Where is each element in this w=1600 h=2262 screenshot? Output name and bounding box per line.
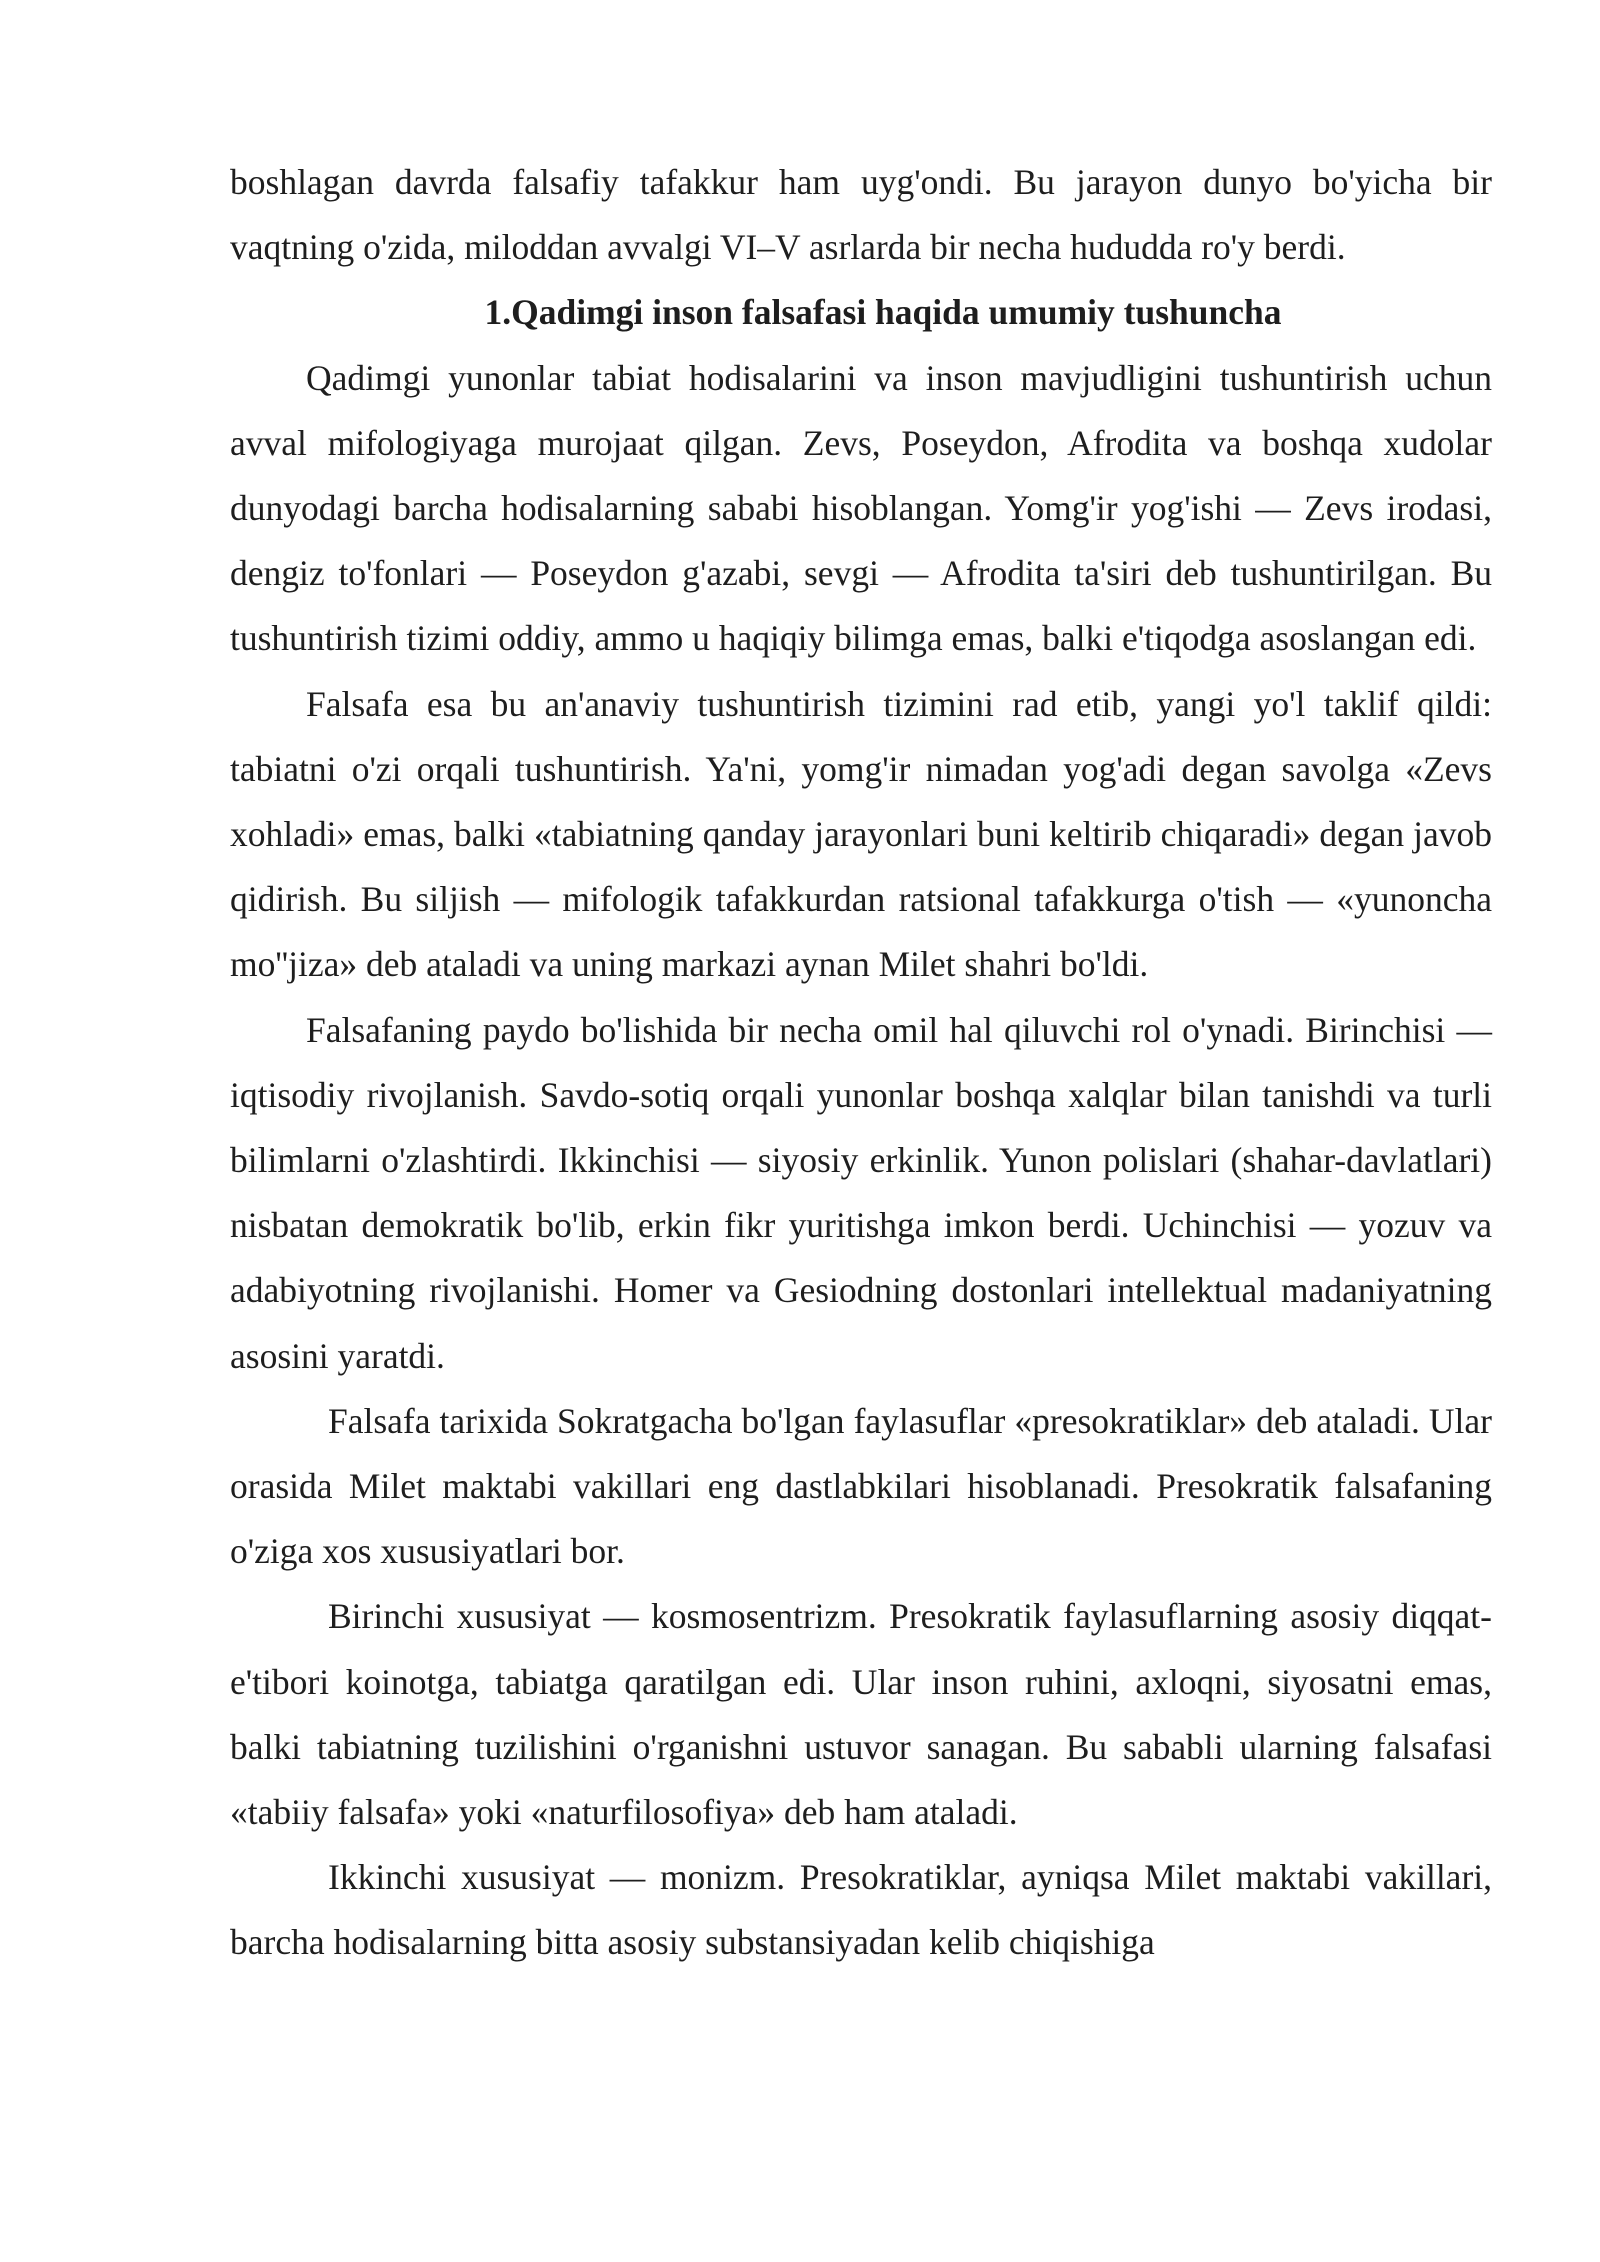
section-heading: 1.Qadimgi inson falsafasi haqida umumiy tushuncha xyxy=(484,292,1282,333)
paragraph-mythology: Qadimgi yunonlar tabiat hodisalarini va inson mavjudligini tushuntirish uchun avval mifologiyaga murojaat qilgan. Zevs, Poseydon, Afrodita va boshqa xudolar dunyodagi barcha hodisalarning sababi hisoblangan. Yomg'ir yog'ishi — Zevs irodasi, dengiz to'fonlari — Poseydon g'azabi, sevgi — Afrodita ta'siri deb tushuntirilgan. Bu tushuntirish tizimi oddiy, ammo u haqiqiy bilimga emas, balki e'tiqodga asoslangan edi. xyxy=(230,357,1492,659)
paragraph-presocratics: Falsafa tarixida Sokratgacha bo'lgan faylasuflar «presokratiklar» deb ataladi. Ular orasida Milet maktabi vakillari eng dastlabkilari hisoblanadi. Presokratik falsafaning o'ziga xos xususiyatlari bor. xyxy=(230,1400,1492,1572)
paragraph-rational-thinking: Falsafa esa bu an'anaviy tushuntirish tizimini rad etib, yangi yo'l taklif qildi: tabiatni o'zi orqali tushuntirish. Ya'ni, yomg'ir nimadan yog'adi degan savolga «Zevs xohladi» emas, balki «tabiatning qanday jarayonlari buni keltirib chiqaradi» degan javob qidirish. Bu siljish — mifologik tafakkurdan ratsional tafakkurga o'tish — «yunoncha mo''jiza» deb ataladi va uning markazi aynan Milet shahri bo'ldi. xyxy=(230,683,1492,985)
intro-paragraph: boshlagan davrda falsafiy tafakkur ham uyg'ondi. Bu jarayon dunyo bo'yicha bir vaqtning o'zida, miloddan avvalgi VI–V asrlarda bir necha hududda ro'y berdi. xyxy=(230,162,1492,268)
paragraph-monism: Ikkinchi xususiyat — monizm. Presokratiklar, ayniqsa Milet maktabi vakillari, barcha hodisalarning bitta asosiy substansiyadan kelib chiqishiga xyxy=(230,1857,1492,1963)
document-page xyxy=(230,150,1492,1976)
paragraph-factors: Falsafaning paydo bo'lishida bir necha omil hal qiluvchi rol o'ynadi. Birinchisi — iqtisodiy rivojlanish. Savdo-sotiq orqali yunonlar boshqa xalqlar bilan tanishdi va turli bilimlarni o'zlashtirdi. Ikkinchisi — siyosiy erkinlik. Yunon polislari (shahar-davlatlari) nisbatan demokratik bo'lib, erkin fikr yuritishga imkon berdi. Uchinchisi — yozuv va adabiyotning rivojlanishi. Homer va Gesiodning dostonlari intellektual madaniyatning asosini yaratdi. xyxy=(230,1009,1492,1376)
paragraph-cosmocentrism: Birinchi xususiyat — kosmosentrizm. Presokratik faylasuflarning asosiy diqqat-e'tibori koinotga, tabiatga qaratilgan edi. Ular inson ruhini, axloqni, siyosatni emas, balki tabiatning tuzilishini o'rganishni ustuvor sanagan. Bu sababli ularning falsafasi «tabiiy falsafa» yoki «naturfilosofiya» deb ham ataladi. xyxy=(230,1596,1492,1833)
